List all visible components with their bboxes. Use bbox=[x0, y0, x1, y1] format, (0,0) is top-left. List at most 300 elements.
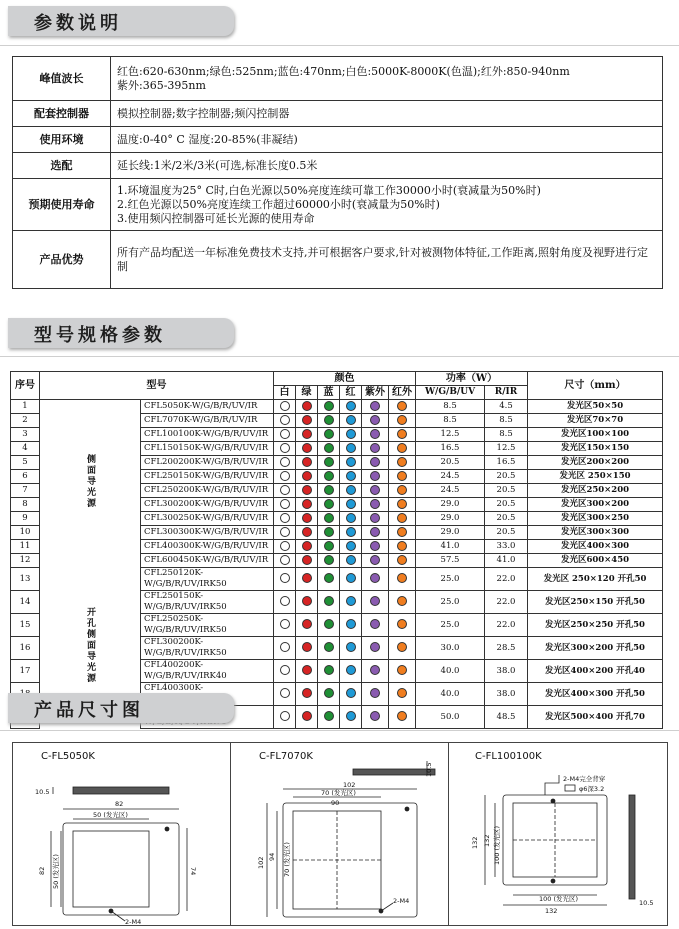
row-power-rir: 16.5 bbox=[485, 456, 528, 470]
dim-label: 70 (发光区) bbox=[283, 842, 291, 877]
row-model: CFL400300K-W/G/B/R/UV/IR bbox=[141, 540, 274, 554]
color-dot-icon bbox=[397, 711, 407, 721]
color-dot-cell bbox=[389, 591, 416, 614]
row-power-wgbuv: 29.0 bbox=[416, 512, 485, 526]
row-power-rir: 20.5 bbox=[485, 498, 528, 512]
color-dot-cell bbox=[362, 400, 389, 414]
dimensions-section-header bbox=[8, 693, 234, 723]
color-dot-icon bbox=[346, 401, 356, 411]
params-label: 选配 bbox=[13, 153, 111, 179]
color-dot-cell bbox=[274, 637, 296, 660]
color-dot-cell bbox=[274, 470, 296, 484]
color-dot-cell bbox=[274, 568, 296, 591]
color-dot-cell bbox=[340, 512, 362, 526]
color-dot-icon bbox=[346, 457, 356, 467]
row-no: 7 bbox=[11, 484, 40, 498]
color-dot-cell bbox=[340, 400, 362, 414]
color-dot-cell bbox=[274, 526, 296, 540]
row-no: 9 bbox=[11, 512, 40, 526]
color-dot-icon bbox=[397, 471, 407, 481]
color-dot-icon bbox=[370, 429, 380, 439]
color-dot-icon bbox=[280, 541, 290, 551]
color-dot-icon bbox=[302, 471, 312, 481]
category-label: 侧面导光源 bbox=[85, 453, 95, 509]
params-row bbox=[13, 153, 663, 179]
color-dot-icon bbox=[346, 596, 356, 606]
color-dot-icon bbox=[324, 457, 334, 467]
row-power-wgbuv: 29.0 bbox=[416, 526, 485, 540]
color-dot-icon bbox=[346, 471, 356, 481]
row-power-wgbuv: 25.0 bbox=[416, 568, 485, 591]
row-power-wgbuv: 50.0 bbox=[416, 706, 485, 729]
params-table bbox=[12, 56, 663, 289]
color-dot-icon bbox=[324, 665, 334, 675]
header-model: 型号 bbox=[40, 372, 274, 400]
color-dot-cell bbox=[362, 512, 389, 526]
color-dot-cell bbox=[389, 614, 416, 637]
color-dot-cell bbox=[340, 591, 362, 614]
color-dot-cell bbox=[362, 414, 389, 428]
color-dot-icon bbox=[397, 665, 407, 675]
mount-hole bbox=[551, 799, 555, 803]
color-dot-cell bbox=[296, 706, 318, 729]
side-profile bbox=[73, 787, 169, 794]
color-dot-cell bbox=[296, 498, 318, 512]
color-dot-cell bbox=[340, 414, 362, 428]
color-dot-icon bbox=[370, 619, 380, 629]
color-dot-icon bbox=[280, 485, 290, 495]
color-dot-icon bbox=[324, 401, 334, 411]
color-dot-icon bbox=[324, 471, 334, 481]
color-dot-cell bbox=[362, 591, 389, 614]
color-dot-icon bbox=[397, 429, 407, 439]
dimension-drawing bbox=[231, 743, 449, 925]
color-dot-cell bbox=[296, 470, 318, 484]
color-dot-icon bbox=[324, 443, 334, 453]
color-dot-cell bbox=[340, 428, 362, 442]
dim-label: 74 bbox=[189, 867, 197, 876]
color-dot-cell bbox=[362, 470, 389, 484]
drawing-panel bbox=[230, 742, 450, 926]
color-dot-icon bbox=[302, 541, 312, 551]
color-dot-icon bbox=[397, 513, 407, 523]
row-size: 发光区 250×150 bbox=[528, 470, 663, 484]
color-dot-cell bbox=[318, 456, 340, 470]
color-dot-cell bbox=[296, 400, 318, 414]
color-dot-cell bbox=[362, 568, 389, 591]
color-dot-icon bbox=[302, 527, 312, 537]
color-dot-icon bbox=[324, 485, 334, 495]
mount-hole bbox=[165, 827, 169, 831]
row-power-wgbuv: 57.5 bbox=[416, 554, 485, 568]
dim-label: 82 bbox=[38, 866, 46, 875]
color-dot-icon bbox=[346, 711, 356, 721]
header-size: 尺寸（mm） bbox=[528, 372, 663, 400]
color-dot-icon bbox=[397, 457, 407, 467]
header-power-rir: R/IR bbox=[485, 386, 528, 400]
color-dot-icon bbox=[324, 688, 334, 698]
color-dot-cell bbox=[274, 400, 296, 414]
color-dot-icon bbox=[280, 457, 290, 467]
color-dot-icon bbox=[370, 401, 380, 411]
color-dot-icon bbox=[324, 513, 334, 523]
color-dot-icon bbox=[370, 541, 380, 551]
color-dot-cell bbox=[340, 540, 362, 554]
color-dot-cell bbox=[362, 540, 389, 554]
color-dot-icon bbox=[397, 541, 407, 551]
row-no: 13 bbox=[11, 568, 40, 591]
row-size: 发光区300×300 bbox=[528, 526, 663, 540]
row-no: 16 bbox=[11, 637, 40, 660]
header-power-wgbuv: W/G/B/UV bbox=[416, 386, 485, 400]
row-power-wgbuv: 20.5 bbox=[416, 456, 485, 470]
color-dot-cell bbox=[362, 484, 389, 498]
color-dot-cell bbox=[318, 484, 340, 498]
params-value bbox=[111, 153, 663, 179]
color-dot-cell bbox=[318, 512, 340, 526]
params-value bbox=[111, 101, 663, 127]
color-dot-cell bbox=[318, 683, 340, 706]
color-dot-cell bbox=[318, 470, 340, 484]
dim-label: 100 (发光区) bbox=[539, 895, 579, 903]
color-dot-icon bbox=[346, 573, 356, 583]
color-dot-icon bbox=[324, 711, 334, 721]
row-power-rir: 48.5 bbox=[485, 706, 528, 729]
row-power-rir: 41.0 bbox=[485, 554, 528, 568]
color-dot-icon bbox=[370, 665, 380, 675]
color-dot-cell bbox=[318, 637, 340, 660]
color-dot-cell bbox=[274, 498, 296, 512]
row-power-rir: 4.5 bbox=[485, 400, 528, 414]
row-model: CFL300250K-W/G/B/R/UV/IR bbox=[141, 512, 274, 526]
color-dot-icon bbox=[302, 642, 312, 652]
color-dot-icon bbox=[302, 596, 312, 606]
color-dot-cell bbox=[340, 470, 362, 484]
mount-hole bbox=[405, 807, 409, 811]
color-dot-icon bbox=[370, 711, 380, 721]
row-power-rir: 22.0 bbox=[485, 568, 528, 591]
color-dot-icon bbox=[324, 429, 334, 439]
color-dot-cell bbox=[340, 637, 362, 660]
color-dot-icon bbox=[397, 443, 407, 453]
color-dot-icon bbox=[397, 401, 407, 411]
color-dot-cell bbox=[340, 484, 362, 498]
params-value-line: 模拟控制器;数字控制器;频闪控制器 bbox=[117, 106, 290, 120]
dim-label: 82 bbox=[115, 800, 124, 808]
color-dot-cell bbox=[362, 554, 389, 568]
color-dot-icon bbox=[302, 555, 312, 565]
color-dot-cell bbox=[362, 637, 389, 660]
color-dot-cell bbox=[389, 414, 416, 428]
color-dot-icon bbox=[397, 555, 407, 565]
row-model: CFL300200K-W/G/B/R/UV/IRK50 bbox=[141, 637, 274, 660]
models-section-title: 型号规格参数 bbox=[34, 325, 166, 346]
row-power-rir: 8.5 bbox=[485, 414, 528, 428]
color-dot-cell bbox=[274, 614, 296, 637]
color-dot-cell bbox=[296, 568, 318, 591]
color-dot-cell bbox=[389, 568, 416, 591]
color-dot-cell bbox=[318, 614, 340, 637]
color-dot-cell bbox=[389, 540, 416, 554]
params-value bbox=[111, 179, 663, 231]
color-dot-cell bbox=[274, 456, 296, 470]
header-color-0: 白 bbox=[274, 386, 296, 400]
params-value bbox=[111, 57, 663, 101]
color-dot-cell bbox=[340, 683, 362, 706]
color-dot-icon bbox=[280, 711, 290, 721]
row-power-wgbuv: 24.5 bbox=[416, 470, 485, 484]
color-dot-icon bbox=[370, 471, 380, 481]
color-dot-icon bbox=[397, 596, 407, 606]
color-dot-cell bbox=[340, 526, 362, 540]
connector bbox=[565, 785, 575, 791]
row-size: 发光区 250×120 开孔50 bbox=[528, 568, 663, 591]
color-dot-cell bbox=[389, 526, 416, 540]
dim-label: 50 (发光区) bbox=[52, 854, 60, 889]
color-dot-icon bbox=[370, 499, 380, 509]
color-dot-cell bbox=[274, 683, 296, 706]
color-dot-icon bbox=[324, 499, 334, 509]
color-dot-cell bbox=[274, 442, 296, 456]
color-dot-cell bbox=[318, 428, 340, 442]
row-power-wgbuv: 40.0 bbox=[416, 683, 485, 706]
row-power-wgbuv: 40.0 bbox=[416, 660, 485, 683]
color-dot-cell bbox=[340, 706, 362, 729]
row-model: CFL7070K-W/G/B/R/UV/IR bbox=[141, 414, 274, 428]
row-no: 12 bbox=[11, 554, 40, 568]
color-dot-cell bbox=[296, 428, 318, 442]
row-no: 6 bbox=[11, 470, 40, 484]
row-power-wgbuv: 30.0 bbox=[416, 637, 485, 660]
color-dot-cell bbox=[296, 414, 318, 428]
color-dot-icon bbox=[346, 499, 356, 509]
row-size: 发光区250×250 开孔50 bbox=[528, 614, 663, 637]
color-dot-cell bbox=[274, 428, 296, 442]
color-dot-cell bbox=[296, 484, 318, 498]
color-dot-icon bbox=[302, 485, 312, 495]
divider bbox=[0, 730, 679, 731]
color-dot-icon bbox=[397, 485, 407, 495]
color-dot-cell bbox=[340, 568, 362, 591]
color-dot-cell bbox=[274, 554, 296, 568]
dim-label: 132 bbox=[545, 907, 558, 915]
params-value-line: 温度:0-40° C 湿度:20-85%(非凝结) bbox=[117, 132, 298, 146]
row-model: CFL200200K-W/G/B/R/UV/IR bbox=[141, 456, 274, 470]
header-color: 颜色 bbox=[274, 372, 416, 386]
row-no: 3 bbox=[11, 428, 40, 442]
color-dot-icon bbox=[346, 513, 356, 523]
color-dot-icon bbox=[370, 485, 380, 495]
divider bbox=[0, 356, 679, 357]
color-dot-icon bbox=[302, 619, 312, 629]
header-color-2: 蓝 bbox=[318, 386, 340, 400]
color-dot-cell bbox=[389, 442, 416, 456]
header-color-3: 红 bbox=[340, 386, 362, 400]
row-power-rir: 20.5 bbox=[485, 470, 528, 484]
color-dot-icon bbox=[280, 499, 290, 509]
category-cell bbox=[40, 400, 141, 568]
color-dot-icon bbox=[302, 429, 312, 439]
color-dot-icon bbox=[280, 471, 290, 481]
row-power-rir: 28.5 bbox=[485, 637, 528, 660]
params-label: 配套控制器 bbox=[13, 101, 111, 127]
color-dot-icon bbox=[280, 401, 290, 411]
color-dot-cell bbox=[362, 428, 389, 442]
params-section-header bbox=[8, 6, 234, 36]
color-dot-cell bbox=[296, 683, 318, 706]
color-dot-icon bbox=[324, 573, 334, 583]
row-no: 11 bbox=[11, 540, 40, 554]
drawing-title: C-FL7070K bbox=[259, 751, 313, 762]
row-no: 1 bbox=[11, 400, 40, 414]
params-value bbox=[111, 231, 663, 289]
color-dot-cell bbox=[274, 540, 296, 554]
dim-label: 102 bbox=[257, 856, 265, 869]
color-dot-icon bbox=[346, 429, 356, 439]
color-dot-icon bbox=[302, 665, 312, 675]
params-value-line: 2.红色光源以50%亮度连续工作超过60000小时(衰减量为50%时) bbox=[117, 197, 440, 211]
row-size: 发光区300×250 bbox=[528, 512, 663, 526]
row-model: CFL150150K-W/G/B/R/UV/IR bbox=[141, 442, 274, 456]
row-power-rir: 22.0 bbox=[485, 591, 528, 614]
color-dot-cell bbox=[389, 660, 416, 683]
color-dot-icon bbox=[324, 642, 334, 652]
color-dot-cell bbox=[274, 591, 296, 614]
params-value-line: 紫外:365-395nm bbox=[117, 78, 206, 92]
row-size: 发光区50×50 bbox=[528, 400, 663, 414]
row-no: 4 bbox=[11, 442, 40, 456]
color-dot-icon bbox=[370, 642, 380, 652]
row-power-rir: 8.5 bbox=[485, 428, 528, 442]
color-dot-icon bbox=[397, 527, 407, 537]
row-power-wgbuv: 25.0 bbox=[416, 614, 485, 637]
color-dot-cell bbox=[362, 526, 389, 540]
row-size: 发光区400×300 bbox=[528, 540, 663, 554]
color-dot-cell bbox=[389, 428, 416, 442]
row-power-rir: 22.0 bbox=[485, 614, 528, 637]
color-dot-icon bbox=[397, 573, 407, 583]
color-dot-cell bbox=[362, 498, 389, 512]
row-size: 发光区70×70 bbox=[528, 414, 663, 428]
color-dot-icon bbox=[324, 596, 334, 606]
color-dot-icon bbox=[370, 415, 380, 425]
dim-label: 70 (发光区) bbox=[321, 789, 356, 797]
dimension-drawing bbox=[449, 743, 667, 925]
dim-label: 102 bbox=[343, 781, 356, 789]
dim-label: 10.5 bbox=[639, 899, 654, 907]
color-dot-cell bbox=[362, 706, 389, 729]
row-size: 发光区200×200 bbox=[528, 456, 663, 470]
dim-label: 100 (发光区) bbox=[493, 825, 501, 865]
row-model: CFL5050K-W/G/B/R/UV/IR bbox=[141, 400, 274, 414]
leader-line bbox=[111, 911, 125, 921]
dim-label: 2-M4完全背穿 bbox=[563, 775, 606, 783]
row-power-wgbuv: 29.0 bbox=[416, 498, 485, 512]
side-profile bbox=[629, 795, 635, 899]
row-no: 8 bbox=[11, 498, 40, 512]
row-size: 发光区300×200 开孔50 bbox=[528, 637, 663, 660]
color-dot-icon bbox=[280, 573, 290, 583]
color-dot-cell bbox=[296, 660, 318, 683]
row-model: CFL250150K-W/G/B/R/UV/IRK50 bbox=[141, 591, 274, 614]
color-dot-cell bbox=[318, 498, 340, 512]
row-power-wgbuv: 8.5 bbox=[416, 414, 485, 428]
color-dot-icon bbox=[324, 619, 334, 629]
color-dot-cell bbox=[389, 706, 416, 729]
params-section-title: 参数说明 bbox=[34, 13, 122, 34]
color-dot-cell bbox=[296, 591, 318, 614]
color-dot-cell bbox=[318, 414, 340, 428]
color-dot-icon bbox=[280, 513, 290, 523]
row-model: CFL600450K-W/G/B/R/UV/IR bbox=[141, 554, 274, 568]
row-power-wgbuv: 16.5 bbox=[416, 442, 485, 456]
row-model: CFL400200K-W/G/B/R/UV/IRK40 bbox=[141, 660, 274, 683]
row-power-rir: 20.5 bbox=[485, 526, 528, 540]
drawing-panel bbox=[448, 742, 668, 926]
color-dot-icon bbox=[370, 688, 380, 698]
header-color-1: 绿 bbox=[296, 386, 318, 400]
dimension-drawing bbox=[13, 743, 231, 925]
drawing-title: C-FL5050K bbox=[41, 751, 95, 762]
color-dot-cell bbox=[296, 526, 318, 540]
color-dot-cell bbox=[318, 400, 340, 414]
dim-label: 2-M4 bbox=[125, 918, 142, 925]
color-dot-cell bbox=[274, 706, 296, 729]
color-dot-cell bbox=[318, 442, 340, 456]
row-no: 17 bbox=[11, 660, 40, 683]
row-size: 发光区100×100 bbox=[528, 428, 663, 442]
color-dot-icon bbox=[280, 596, 290, 606]
row-no: 15 bbox=[11, 614, 40, 637]
color-dot-cell bbox=[274, 414, 296, 428]
color-dot-cell bbox=[318, 526, 340, 540]
color-dot-cell bbox=[274, 484, 296, 498]
color-dot-cell bbox=[362, 660, 389, 683]
row-no: 2 bbox=[11, 414, 40, 428]
dim-label: 50 (发光区) bbox=[93, 811, 128, 819]
color-dot-icon bbox=[346, 485, 356, 495]
params-label: 预期使用寿命 bbox=[13, 179, 111, 231]
color-dot-icon bbox=[280, 642, 290, 652]
params-label: 峰值波长 bbox=[13, 57, 111, 101]
color-dot-icon bbox=[397, 688, 407, 698]
dim-label: 132 bbox=[471, 836, 479, 849]
color-dot-icon bbox=[302, 401, 312, 411]
divider bbox=[0, 45, 679, 46]
color-dot-icon bbox=[302, 457, 312, 467]
color-dot-icon bbox=[370, 596, 380, 606]
drawing-title: C-FL100100K bbox=[475, 751, 542, 762]
color-dot-icon bbox=[302, 443, 312, 453]
models-section-header bbox=[8, 318, 234, 348]
row-size: 发光区600×450 bbox=[528, 554, 663, 568]
color-dot-icon bbox=[302, 573, 312, 583]
row-size: 发光区150×150 bbox=[528, 442, 663, 456]
color-dot-cell bbox=[318, 591, 340, 614]
color-dot-icon bbox=[397, 415, 407, 425]
row-power-wgbuv: 12.5 bbox=[416, 428, 485, 442]
color-dot-icon bbox=[346, 443, 356, 453]
outline-rect bbox=[63, 823, 179, 915]
row-model: CFL300300K-W/G/B/R/UV/IR bbox=[141, 526, 274, 540]
header-color-5: 红外 bbox=[389, 386, 416, 400]
color-dot-cell bbox=[389, 400, 416, 414]
dim-label: 2-M4 bbox=[393, 897, 410, 905]
header-color-4: 紫外 bbox=[362, 386, 389, 400]
params-row bbox=[13, 179, 663, 231]
dim-label: φ6深3.2 bbox=[579, 785, 605, 793]
params-label: 使用环境 bbox=[13, 127, 111, 153]
